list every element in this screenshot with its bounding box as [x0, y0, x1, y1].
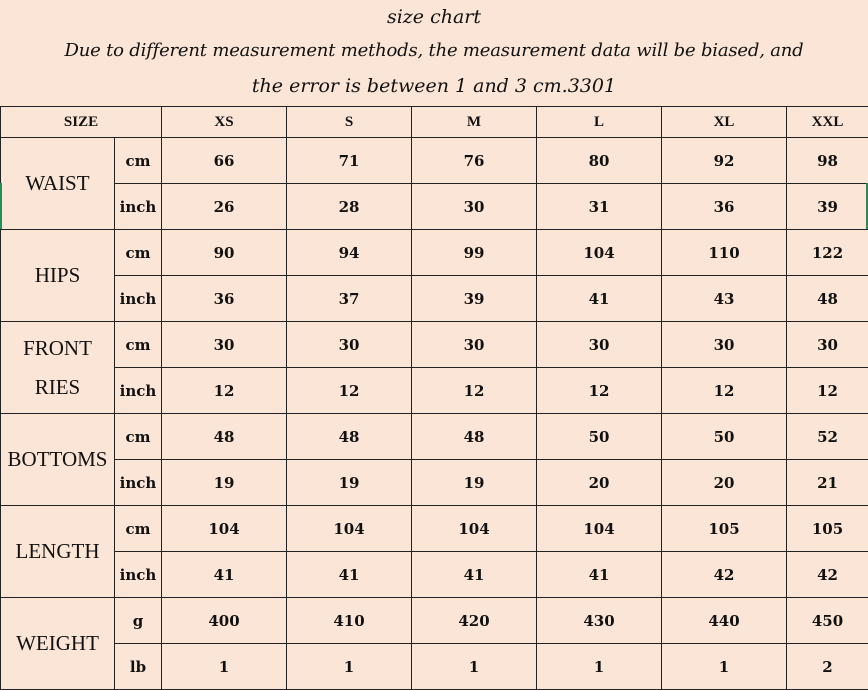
measurement-cell: 21: [787, 460, 868, 506]
measurement-cell: 39: [787, 184, 868, 230]
measurement-cell: 48: [787, 276, 868, 322]
measurement-cell: 41: [412, 552, 537, 598]
size-column-header: XL: [662, 107, 787, 138]
table-row: [1, 368, 868, 414]
measurement-cell: 48: [412, 414, 537, 460]
measurement-cell: 90: [162, 230, 287, 276]
size-header: SIZE: [1, 107, 162, 138]
measurement-cell: 30: [662, 322, 787, 368]
measurement-cell: 39: [412, 276, 537, 322]
measurement-cell: 28: [287, 184, 412, 230]
unit-label: cm: [115, 230, 162, 276]
table-row: [1, 598, 868, 644]
measurement-cell: 30: [287, 322, 412, 368]
measurement-cell: 41: [287, 552, 412, 598]
table-row: [1, 506, 868, 552]
measurement-cell: 19: [162, 460, 287, 506]
size-column-header: M: [412, 107, 537, 138]
measurement-cell: 104: [162, 506, 287, 552]
measurement-cell: 36: [162, 276, 287, 322]
category-label: LENGTH: [1, 506, 115, 598]
measurement-cell: 41: [537, 276, 662, 322]
size-column-header: XS: [162, 107, 287, 138]
category-label-line: RIES: [1, 368, 114, 407]
measurement-cell: 99: [412, 230, 537, 276]
unit-label: cm: [115, 414, 162, 460]
table-row: [1, 138, 868, 184]
measurement-cell: 42: [787, 552, 868, 598]
table-row: [1, 276, 868, 322]
measurement-cell: 92: [662, 138, 787, 184]
title-area: [0, 0, 868, 106]
measurement-cell: 30: [787, 322, 868, 368]
measurement-cell: 12: [662, 368, 787, 414]
size-column-header: S: [287, 107, 412, 138]
measurement-cell: 12: [787, 368, 868, 414]
unit-label: inch: [115, 368, 162, 414]
unit-label: inch: [115, 552, 162, 598]
table-row: [1, 644, 868, 690]
row-marker-left: [0, 183, 2, 229]
header-row: [1, 107, 868, 138]
measurement-cell: 50: [537, 414, 662, 460]
measurement-cell: 48: [287, 414, 412, 460]
chart-title: size chart: [0, 6, 868, 28]
measurement-cell: 71: [287, 138, 412, 184]
measurement-cell: 30: [412, 322, 537, 368]
measurement-cell: 94: [287, 230, 412, 276]
measurement-cell: 30: [537, 322, 662, 368]
category-label-line: FRONT: [1, 329, 114, 368]
category-label: WEIGHT: [1, 598, 115, 690]
measurement-cell: 1: [537, 644, 662, 690]
measurement-cell: 104: [537, 506, 662, 552]
measurement-cell: 12: [537, 368, 662, 414]
measurement-cell: 1: [162, 644, 287, 690]
measurement-cell: 43: [662, 276, 787, 322]
disclaimer-line-2: the error is between 1 and 3 cm.3301: [0, 75, 868, 97]
measurement-cell: 400: [162, 598, 287, 644]
measurement-cell: 36: [662, 184, 787, 230]
category-label: WAIST: [1, 138, 115, 230]
measurement-cell: 440: [662, 598, 787, 644]
measurement-cell: 430: [537, 598, 662, 644]
measurement-cell: 50: [662, 414, 787, 460]
measurement-cell: 41: [537, 552, 662, 598]
unit-label: inch: [115, 460, 162, 506]
size-column-header: L: [537, 107, 662, 138]
measurement-cell: 20: [537, 460, 662, 506]
measurement-cell: 105: [787, 506, 868, 552]
measurement-cell: 19: [412, 460, 537, 506]
measurement-cell: 98: [787, 138, 868, 184]
measurement-cell: 1: [412, 644, 537, 690]
measurement-cell: 12: [162, 368, 287, 414]
measurement-cell: 12: [287, 368, 412, 414]
measurement-cell: 31: [537, 184, 662, 230]
measurement-cell: 1: [287, 644, 412, 690]
measurement-cell: 12: [412, 368, 537, 414]
measurement-cell: 76: [412, 138, 537, 184]
measurement-cell: 104: [537, 230, 662, 276]
measurement-cell: 105: [662, 506, 787, 552]
category-label: HIPS: [1, 230, 115, 322]
measurement-cell: 104: [287, 506, 412, 552]
unit-label: cm: [115, 506, 162, 552]
measurement-cell: 66: [162, 138, 287, 184]
measurement-cell: 48: [162, 414, 287, 460]
measurement-cell: 122: [787, 230, 868, 276]
measurement-cell: 30: [412, 184, 537, 230]
measurement-cell: 410: [287, 598, 412, 644]
measurement-cell: 30: [162, 322, 287, 368]
measurement-cell: 420: [412, 598, 537, 644]
table-row: [1, 460, 868, 506]
category-label: [1, 322, 115, 414]
measurement-cell: 19: [287, 460, 412, 506]
size-column-header: XXL: [787, 107, 868, 138]
measurement-cell: 80: [537, 138, 662, 184]
unit-label: g: [115, 598, 162, 644]
measurement-cell: 42: [662, 552, 787, 598]
measurement-cell: 41: [162, 552, 287, 598]
unit-label: inch: [115, 276, 162, 322]
measurement-cell: 2: [787, 644, 868, 690]
unit-label: cm: [115, 138, 162, 184]
measurement-cell: 26: [162, 184, 287, 230]
measurement-cell: 450: [787, 598, 868, 644]
size-chart-table: [0, 106, 868, 690]
measurement-cell: 104: [412, 506, 537, 552]
measurement-cell: 52: [787, 414, 868, 460]
measurement-cell: 1: [662, 644, 787, 690]
disclaimer-line-1: Due to different measurement methods, the measurement data will be biased, and: [0, 40, 868, 61]
unit-label: lb: [115, 644, 162, 690]
category-label: BOTTOMS: [1, 414, 115, 506]
measurement-cell: 20: [662, 460, 787, 506]
unit-label: cm: [115, 322, 162, 368]
table-row: [1, 184, 868, 230]
table-row: [1, 230, 868, 276]
table-row: [1, 552, 868, 598]
unit-label: inch: [115, 184, 162, 230]
measurement-cell: 37: [287, 276, 412, 322]
measurement-cell: 110: [662, 230, 787, 276]
table-row: [1, 322, 868, 368]
table-row: [1, 414, 868, 460]
